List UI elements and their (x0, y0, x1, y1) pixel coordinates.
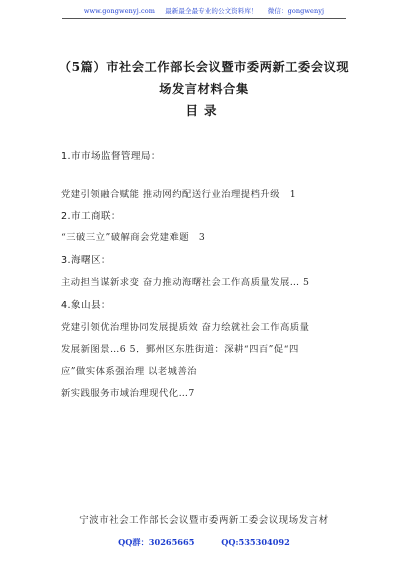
toc-section-4[interactable]: 4.象山县： (61, 300, 111, 311)
toc-entry-4-line-2[interactable]: 发展新图景…6 5．鄞州区东胜街道：深耕“四百”促“四 (61, 344, 299, 355)
header-slogan: 最新最全最专业的公文资料库！ (165, 7, 258, 15)
header-website[interactable]: www.gongwenyj.com (83, 7, 156, 15)
toc-entry-2[interactable]: “三破三立”破解商会党建难题 3 (61, 232, 206, 243)
toc-entry-5-line-2[interactable]: 新实践服务市域治理现代化…7 (61, 388, 195, 399)
toc-entry-3[interactable]: 主动担当谋新求变 奋力推动海曙社会工作高质量发展… 5 (61, 277, 310, 288)
footer-qq-group: QQ群：30265665 (118, 537, 195, 547)
toc-heading: 目录 (185, 103, 223, 118)
toc-entry-5-line-1[interactable]: 应”做实体系强治理 以老城善治 (61, 366, 198, 377)
toc-entry-4-line-1[interactable]: 党建引领优治理协同发展提质效 奋力绘就社会工作高质量 (61, 322, 310, 333)
toc-section-2[interactable]: 2.市工商联： (61, 211, 121, 222)
footer-running-title: 宁波市社会工作部长会议暨市委两新工委会议现场发言材 (79, 515, 329, 526)
title-line-1: （5篇）市社会工作部长会议暨市委两新工委会议现 (58, 60, 350, 74)
toc-section-3[interactable]: 3.海曙区： (61, 255, 111, 266)
title-line-2: 场发言材料合集 (159, 82, 249, 96)
header-wechat: 微信：gongwenyj (267, 7, 325, 15)
toc-section-1[interactable]: 1.市市场监督管理局： (61, 151, 161, 162)
footer-qq: QQ:535304092 (221, 537, 290, 547)
footer-contacts (0, 537, 408, 548)
toc-entry-1[interactable]: 党建引领融合赋能 推动网约配送行业治理提档升级 1 (61, 189, 297, 200)
